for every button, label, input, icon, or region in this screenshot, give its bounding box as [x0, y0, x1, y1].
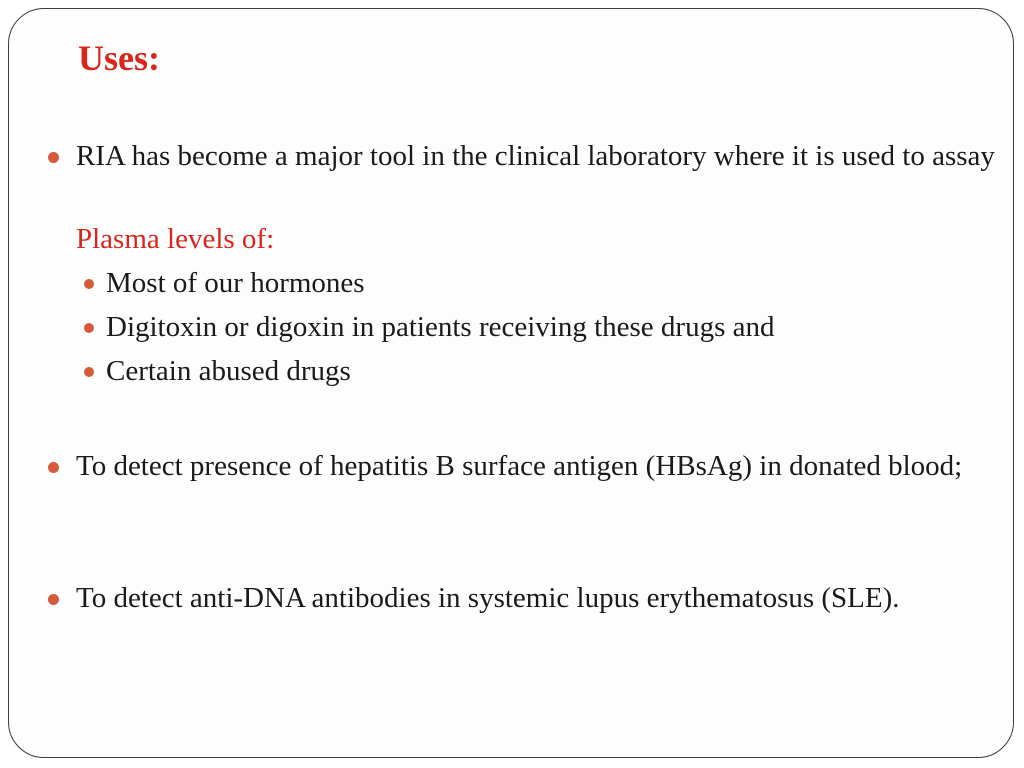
sub-bullet-text: Most of our hormones [106, 267, 365, 299]
plasma-levels-heading: Plasma levels of: [76, 223, 275, 255]
bullet-item-anti-dna [48, 581, 998, 616]
bullet-item-hbsag [48, 449, 998, 484]
bullet-dot-icon [84, 279, 94, 289]
bullet-text: RIA has become a major tool in the clinical laboratory where it is used to assay [76, 140, 995, 172]
slide-title: Uses: [78, 38, 160, 78]
sub-bullet-text: Certain abused drugs [106, 355, 351, 387]
sub-bullet-digitoxin [84, 310, 984, 345]
bullet-dot-icon [48, 594, 59, 605]
bullet-dot-icon [48, 152, 59, 163]
bullet-item-ria-tool [48, 139, 998, 174]
sub-bullet-hormones [84, 266, 984, 301]
bullet-text: To detect anti-DNA antibodies in systemic lupus erythematosus (SLE). [76, 582, 900, 614]
sub-bullet-text: Digitoxin or digoxin in patients receiving these drugs and [106, 311, 775, 343]
bullet-text: To detect presence of hepatitis B surface antigen (HBsAg) in donated blood; [76, 450, 963, 482]
bullet-dot-icon [84, 323, 94, 333]
bullet-dot-icon [48, 462, 59, 473]
bullet-dot-icon [84, 367, 94, 377]
sub-bullet-abused-drugs [84, 354, 984, 389]
